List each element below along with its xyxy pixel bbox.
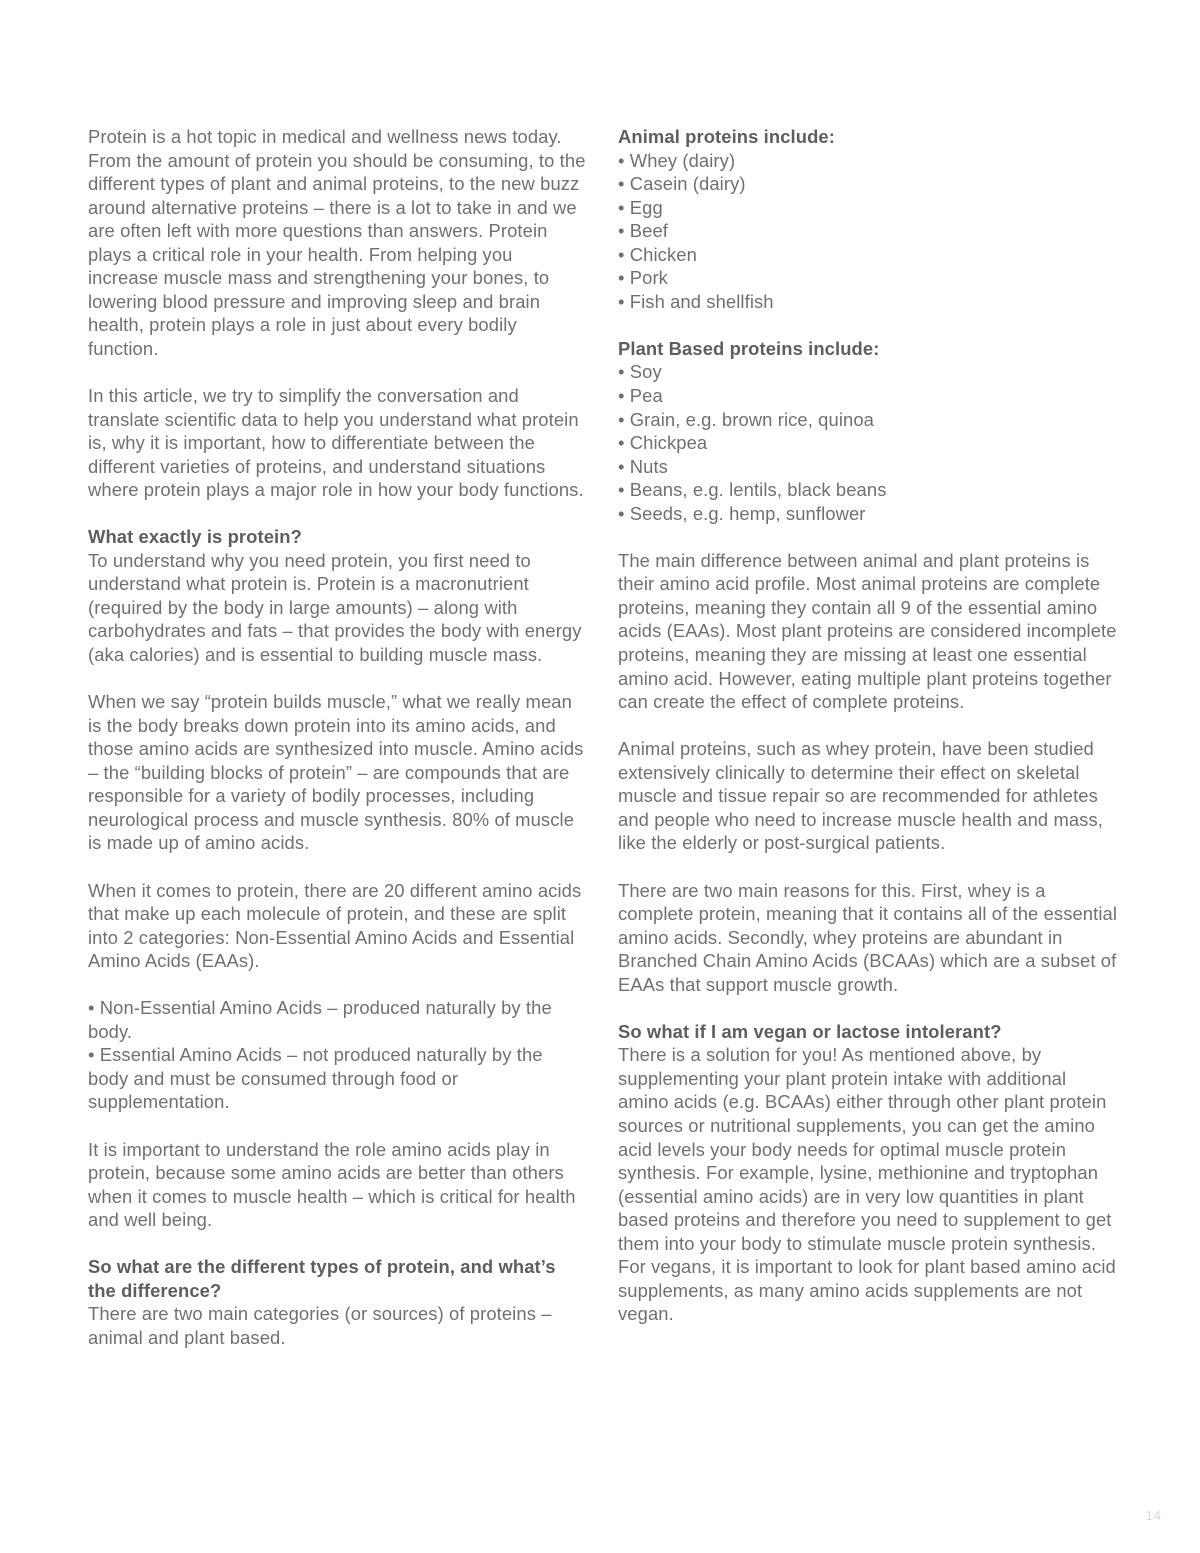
list-item: • Chickpea [618, 431, 1118, 455]
heading-vegan: So what if I am vegan or lactose intolerant? [618, 1020, 1002, 1042]
what-is-paragraph-3: When it comes to protein, there are 20 different amino acids that make up each molecule of protein, and these are split into 2 categories: Non-Essential Amino Acids and Essential Amino Acids (EAAs). [88, 879, 582, 972]
list-item: • Seeds, e.g. hemp, sunflower [618, 502, 1118, 526]
intro-paragraph-1: Protein is a hot topic in medical and wellness news today. From the amount of protein you should be consuming, to the different types of plant and animal proteins, to the new buzz around alternative proteins – there is a lot to take in and we are often left with more questions than answers. Protein plays a critical role in your health. From helping you increase muscle mass and strengthening your bones, to lowering blood pressure and improving sleep and brain health, protein plays a role in just about every bodily function. [88, 126, 586, 359]
list-item: • Grain, e.g. brown rice, quinoa [618, 408, 1118, 432]
difference-paragraph-2: Animal proteins, such as whey protein, have been studied extensively clinically to determine their effect on skeletal muscle and tissue repair so are recommended for athletes and people who need to increase muscle health and mass, like the elderly or post-surgical patients. [618, 738, 1103, 854]
heading-animal-proteins: Animal proteins include: [618, 126, 835, 147]
plant-protein-list [618, 360, 1118, 525]
animal-protein-list [618, 149, 1118, 314]
page-number: 14 [1145, 1508, 1162, 1523]
what-is-paragraph-4: It is important to understand the role amino acids play in protein, because some amino acids are better than others when it comes to muscle health – which is critical for health and well being. [88, 1138, 576, 1231]
vegan-paragraph-1: There is a solution for you! As mentioned above, by supplementing your plant protein intake with additional amino acids (e.g. BCAAs) either through other plant protein sources or nutritional supplements, you can get the amino acid levels your body needs for optimal muscle protein synthesis. For example, lysine, methionine and tryptophan (essential amino acids) are in very low quantities in plant based proteins and therefore you need to supplement to get them into your body to stimulate muscle protein synthesis. For vegans, it is important to look for plant based amino acid supplements, as many amino acids supplements are not vegan. [618, 1044, 1116, 1325]
heading-what-is-protein: What exactly is protein? [88, 526, 302, 548]
list-item: • Chicken [618, 243, 1118, 267]
difference-paragraph-1: The main difference between animal and plant proteins is their amino acid profile. Most animal proteins are complete proteins, meaning they contain all 9 of the essential amino acids (EAAs). Most plant proteins are considered incomplete proteins, meaning they are missing at least one essential amino acid. However, eating multiple plant proteins together can create the effect of complete proteins. [618, 549, 1117, 713]
list-item: • Whey (dairy) [618, 149, 1118, 173]
list-item: • Nuts [618, 455, 1118, 479]
what-is-paragraph-2: When we say “protein builds muscle,” what we really mean is the body breaks down protein into its amino acids, and those amino acids are synthesized into muscle. Amino acids – the “building blocks of protein” – are compounds that are responsible for a variety of bodily processes, including neurological process and muscle synthesis. 80% of muscle is made up of amino acids. [88, 691, 584, 854]
list-item: • Beans, e.g. lentils, black beans [618, 478, 1118, 502]
amino-bullet-essential: • Essential Amino Acids – not produced naturally by the body and must be consumed through food or supplementation. [88, 1044, 543, 1113]
left-column [88, 125, 588, 1373]
difference-paragraph-3: There are two main reasons for this. First, whey is a complete protein, meaning that it contains all of the essential amino acids. Secondly, whey proteins are abundant in Branched Chain Amino Acids (BCAAs) which are a subset of EAAs that support muscle growth. [618, 879, 1118, 995]
list-item: • Soy [618, 360, 1118, 384]
amino-bullet-non-essential: • Non-Essential Amino Acids – produced naturally by the body. [88, 997, 552, 1042]
list-item: • Pea [618, 384, 1118, 408]
list-item: • Beef [618, 219, 1118, 243]
heading-protein-types: So what are the different types of protein, and what’s the difference? [88, 1256, 556, 1301]
list-item: • Casein (dairy) [618, 172, 1118, 196]
list-item: • Fish and shellfish [618, 290, 1118, 314]
what-is-paragraph-1: To understand why you need protein, you first need to understand what protein is. Protein is a macronutrient (required by the body in large amounts) – along with carbohydrates and fats – that provides the body with energy (aka calories) and is essential to building muscle mass. [88, 549, 582, 666]
right-column [618, 125, 1118, 1349]
types-paragraph-1: There are two main categories (or sources) of proteins – animal and plant based. [88, 1303, 552, 1348]
list-item: • Egg [618, 196, 1118, 220]
list-item: • Pork [618, 266, 1118, 290]
intro-paragraph-2: In this article, we try to simplify the conversation and translate scientific data to help you understand what protein is, why it is important, how to differentiate between the different varieties of proteins, and understand situations where protein plays a major role in how your body functions. [88, 385, 584, 501]
heading-plant-proteins: Plant Based proteins include: [618, 337, 880, 359]
